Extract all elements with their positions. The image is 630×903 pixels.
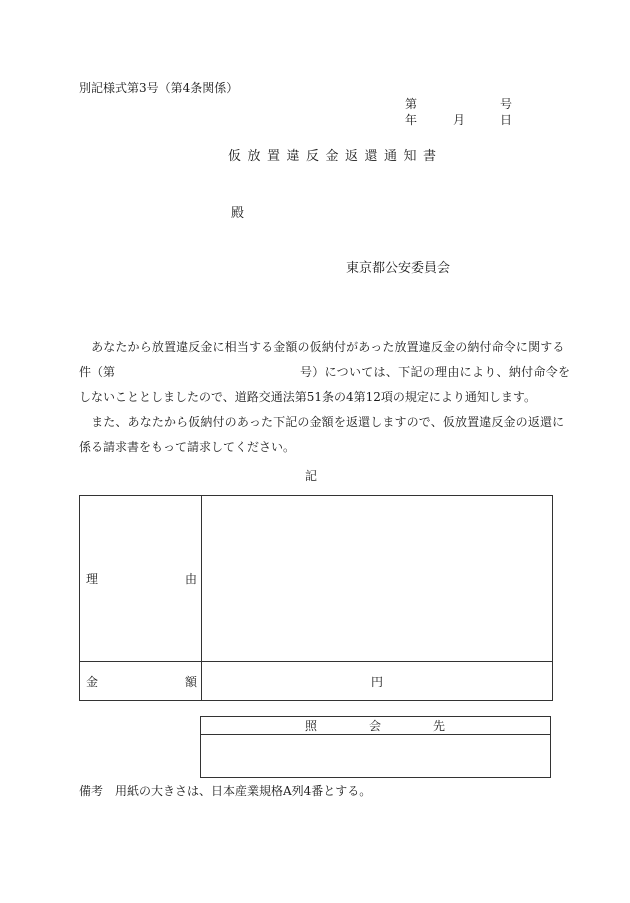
document-title: 仮放置違反金返還通知書 (228, 149, 443, 164)
date-month-label: 月 (453, 113, 466, 127)
table-row-divider (79, 661, 553, 662)
inquiry-label-3: 先 (433, 719, 446, 733)
body-line-3: しないこととしましたので、道路交通法第51条の4第12項の規定により通知します。 (79, 390, 536, 404)
body-line-4: また、あなたから仮納付のあった下記の金額を返還しますので、仮放置違反金の返還に (91, 415, 565, 429)
inquiry-label-2: 会 (369, 719, 382, 733)
issuer-name: 東京都公安委員会 (346, 261, 451, 276)
reason-label-left: 理 (86, 572, 99, 586)
body-line-1: あなたから放置違反金に相当する金額の仮納付があった放置違反金の納付命令に関する (91, 340, 565, 354)
amount-unit: 円 (371, 675, 384, 689)
amount-label-left: 金 (86, 675, 99, 689)
body-line-2-start: 件（第 (79, 365, 116, 379)
footnote: 備考 用紙の大きさは、日本産業規格A列4番とする。 (79, 784, 372, 798)
body-line-5: 係る請求書をもって請求してください。 (79, 440, 296, 454)
amount-label-right: 額 (185, 675, 198, 689)
inquiry-label-1: 照 (305, 719, 318, 733)
reason-value-cell[interactable] (203, 497, 551, 659)
inquiry-divider (200, 734, 551, 735)
table-column-divider (201, 495, 202, 701)
form-id: 別記様式第3号（第4条関係） (79, 81, 239, 95)
reason-label-right: 由 (185, 572, 198, 586)
number-prefix: 第 (405, 97, 418, 111)
date-year-label: 年 (405, 113, 418, 127)
body-line-2-end: 号）については、下記の理由により、納付命令を (300, 365, 571, 379)
ki-heading: 記 (305, 469, 318, 483)
addressee-suffix: 殿 (231, 206, 245, 221)
number-suffix: 号 (500, 97, 513, 111)
date-day-label: 日 (500, 113, 513, 127)
